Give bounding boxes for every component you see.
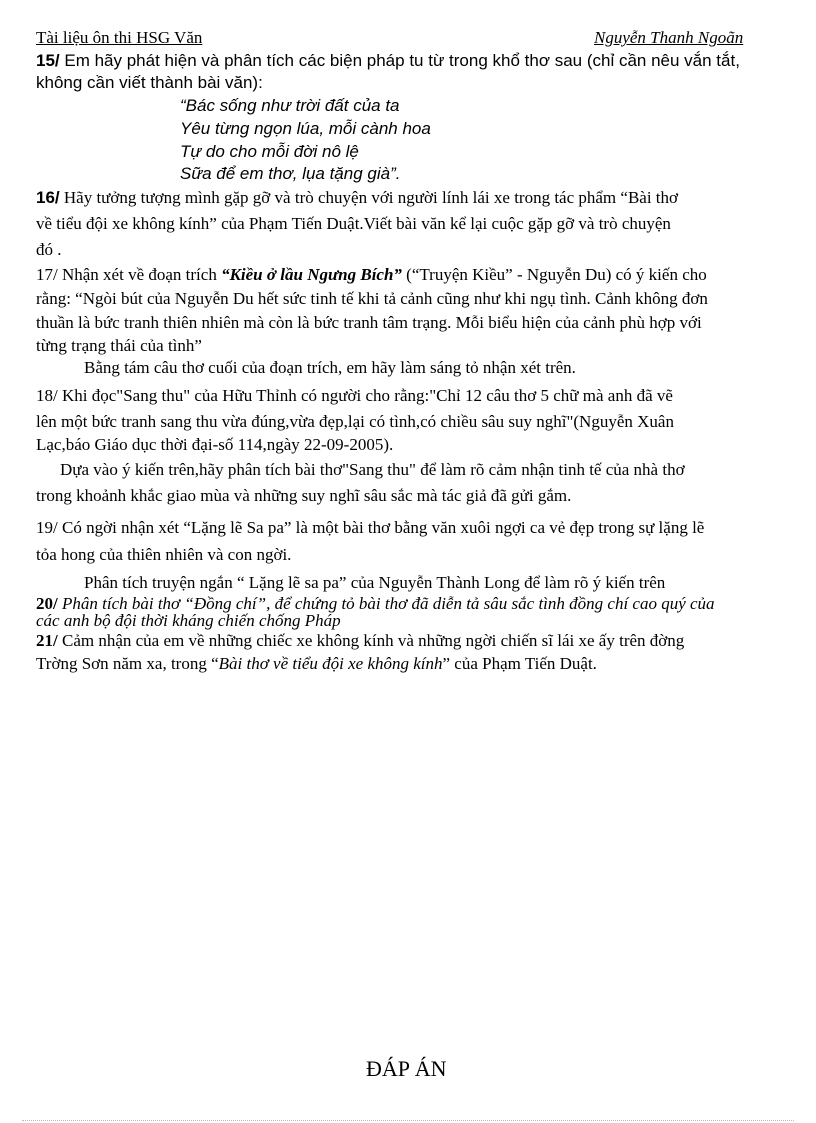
- question-18-text: Khi đọc"Sang thu" của Hữu Thỉnh có người cho rằng:"Chỉ 12 câu thơ 5 chữ mà anh đã vẽ: [57, 386, 673, 405]
- question-20-text: Phân tích bài thơ “Đồng chí”, để chứng tỏ bài thơ đã diễn tả sâu sắc tình đồng chí cao quý của: [57, 594, 715, 613]
- question-17-line-4: từng trạng thái của tình”: [36, 336, 202, 355]
- header-doc-title: Tài liệu ôn thi HSG Văn: [36, 28, 203, 47]
- poem-line-3: Tự do cho mỗi đời nô lệ: [180, 142, 359, 161]
- poem-line-4: Sữa để em thơ, lụa tặng già”.: [180, 164, 401, 183]
- question-17-excerpt-title: “Kiều ở lầu Ngưng Bích”: [221, 265, 402, 284]
- question-19-number: 19/: [36, 518, 58, 537]
- question-16-line-2: về tiểu đội xe không kính” của Phạm Tiến Duật.Viết bài văn kể lại cuộc gặp gỡ và trò chuyện: [36, 214, 671, 233]
- question-21-number: 21/: [36, 631, 58, 650]
- question-18-line-3: Lạc,báo Giáo dục thời đại-số 114,ngày 22-09-2005).: [36, 435, 394, 454]
- answer-heading: ĐÁP ÁN: [366, 1056, 447, 1081]
- question-16-number: 16/: [36, 188, 60, 207]
- poem-line-2: Yêu từng ngọn lúa, mỗi cành hoa: [180, 119, 431, 138]
- question-17-line-3: thuần là bức tranh thiên nhiên mà còn là bức tranh tâm trạng. Mỗi biểu hiện của cảnh phù hợp với: [36, 313, 702, 332]
- question-19-line-2: tỏa hong của thiên nhiên và con ngời.: [36, 545, 292, 564]
- question-16-text: Hãy tưởng tượng mình gặp gỡ và trò chuyện với người lính lái xe trong tác phẩm “Bài thơ: [59, 188, 679, 207]
- question-19-text: Có ngời nhận xét “Lặng lẽ Sa pa” là một bài thơ bằng văn xuôi ngợi ca vẻ đẹp trong sự lặng lẽ: [57, 518, 705, 537]
- header-author: Nguyễn Thanh Ngoãn: [594, 28, 744, 47]
- question-16-line-1: [36, 188, 678, 208]
- question-18-line-2: lên một bức tranh sang thu vừa đúng,vừa đẹp,lại có tình,có chiều sâu suy nghĩ"(Nguyễn Xuân: [36, 412, 674, 431]
- page-bottom-divider: [22, 1120, 794, 1121]
- question-18-number: 18/: [36, 386, 58, 405]
- question-15-text: Em hãy phát hiện và phân tích các biện pháp tu từ trong khổ thơ sau (chỉ cần nêu vắn tắt, không cần viết thành bài văn):: [36, 51, 740, 92]
- question-17-line-2: rằng: “Ngòi bút của Nguyễn Du hết sức tinh tế khi tả cảnh cũng như khi ngụ tình. Cảnh không đơn: [36, 289, 708, 308]
- question-21-text: Cảm nhận của em về những chiếc xe không kính và những ngời chiến sĩ lái xe ấy trên đờng: [57, 631, 685, 650]
- question-17-number: 17/: [36, 265, 58, 284]
- question-19-line-3: Phân tích truyện ngắn “ Lặng lẽ sa pa” của Nguyễn Thành Long để làm rõ ý kiến trên: [84, 573, 666, 592]
- question-16-line-3: đó .: [36, 240, 62, 259]
- question-21-line-2b: trong “: [170, 654, 219, 673]
- question-17-line-5: Bằng tám câu thơ cuối của đoạn trích, em hãy làm sáng tỏ nhận xét trên.: [84, 358, 576, 377]
- question-17-post: (“Truyện Kiều” - Nguyễn Du) có ý kiến cho: [401, 265, 707, 284]
- question-20-line-2: các anh bộ đội thời kháng chiến chống Pháp: [36, 611, 341, 630]
- question-15-number: 15/: [36, 51, 60, 70]
- question-21-poem-title: Bài thơ về tiểu đội xe không kính: [218, 654, 443, 673]
- question-21-line-2: [36, 654, 597, 674]
- question-17-pre: Nhận xét về đoạn trích: [57, 265, 222, 284]
- question-18-line-1: [36, 386, 673, 406]
- question-21-line-2d: ” của Phạm Tiến Duật.: [442, 654, 597, 673]
- question-19-line-1: [36, 518, 704, 538]
- question-21-line-2a: Trờng Sơn năm xa,: [36, 654, 167, 673]
- poem-line-1: “Bác sống như trời đất của ta: [180, 96, 400, 115]
- question-18-line-5: trong khoảnh khắc giao mùa và những suy nghĩ sâu sắc mà tác giả đã gửi gắm.: [36, 486, 572, 505]
- question-15: [36, 50, 786, 94]
- question-18-line-4: Dựa vào ý kiến trên,hãy phân tích bài thơ"Sang thu" để làm rõ cảm nhận tinh tế của nhà thơ: [60, 460, 685, 479]
- question-17-line-1: [36, 265, 707, 285]
- question-21-line-1: [36, 631, 684, 651]
- question-20-number: 20/: [36, 594, 58, 613]
